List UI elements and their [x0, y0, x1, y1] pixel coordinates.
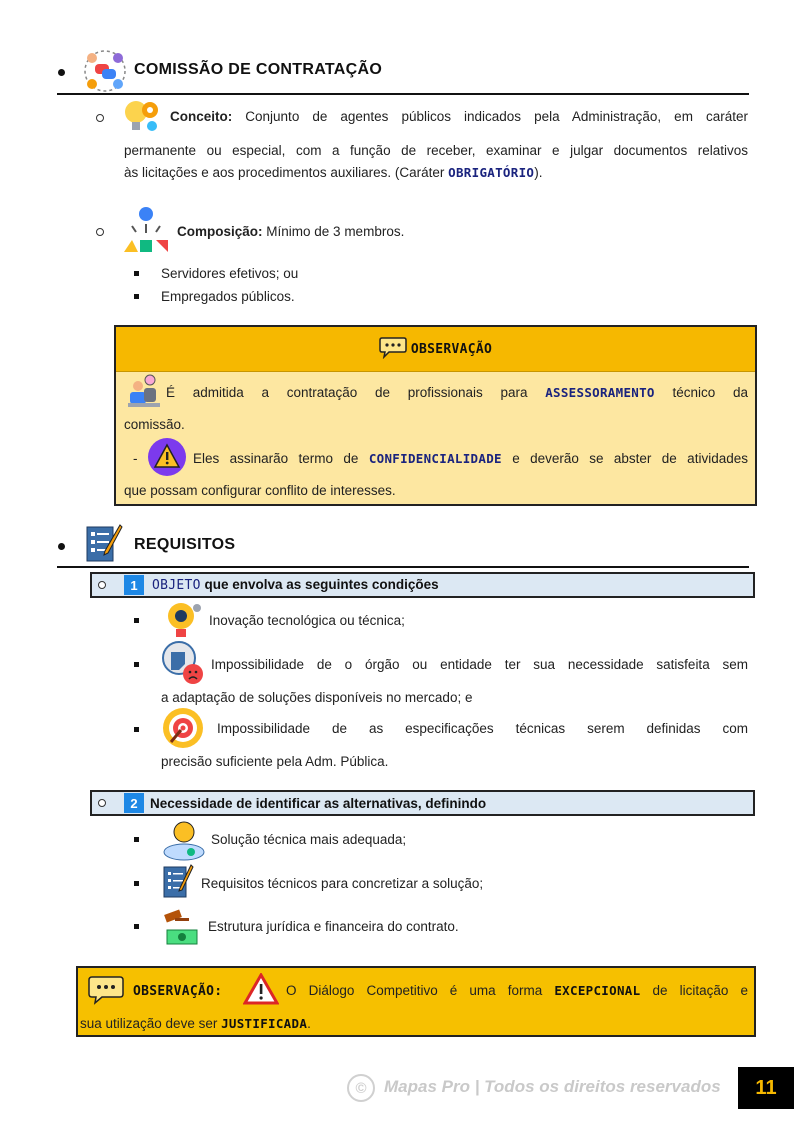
- sub-bullet: [98, 581, 106, 589]
- member-item-2: Empregados públicos.: [161, 289, 295, 304]
- list-bullet: [134, 294, 139, 299]
- speech-bubble-icon: [379, 335, 407, 364]
- composition-line: [177, 221, 404, 243]
- observation-text-b: técnico da: [672, 385, 748, 400]
- observation-box: [114, 325, 757, 506]
- req1-item-3-line1: Impossibilidade de as especificações técnicas serem definidas com: [217, 721, 748, 736]
- composition-label: Composição:: [177, 224, 263, 239]
- checklist-pencil-icon: [162, 864, 194, 900]
- section-title-requisitos: REQUISITOS: [134, 536, 236, 553]
- innovation-bulb-icon: [163, 600, 203, 642]
- observation-2-label: OBSERVAÇÃO:: [133, 984, 223, 999]
- keyword-assessoramento: ASSESSORAMENTO: [545, 385, 655, 400]
- list-bullet: [134, 881, 139, 886]
- gavel-money-icon: [161, 906, 201, 946]
- concept-paragraph: [124, 106, 748, 128]
- req1-item-3-line2: precisão suficiente pela Adm. Pública.: [161, 754, 389, 769]
- keyword-objeto: OBJETO: [152, 578, 201, 593]
- concept-text-line3: [124, 162, 748, 184]
- list-bullet: [134, 837, 139, 842]
- observation-dash: -: [133, 451, 138, 466]
- observation-header: [116, 327, 755, 372]
- section-bullet: [58, 69, 65, 76]
- number-badge-2: 2: [124, 793, 144, 813]
- concept-text-line1: Conjunto de agentes públicos indicados pela Administração, em caráter: [245, 109, 748, 124]
- sub-bullet: [96, 228, 104, 236]
- keyword-justificada: JUSTIFICADA: [221, 1016, 308, 1031]
- warning-triangle-icon: [243, 973, 279, 1005]
- req2-item-3: Estrutura jurídica e financeira do contrato.: [208, 919, 459, 934]
- req1-item-2-line2: a adaptação de soluções disponíveis no mercado; e: [161, 690, 473, 705]
- requirement-bar-2: [90, 790, 755, 816]
- requirement-2-text: Necessidade de identificar as alternativas, definindo: [150, 795, 487, 811]
- composition-text: Mínimo de 3 membros.: [266, 224, 405, 239]
- section-divider: [57, 566, 749, 568]
- observation-text-d: Eles assinarão termo de: [193, 451, 369, 466]
- req1-item-1: Inovação tecnológica ou técnica;: [209, 613, 405, 628]
- concept-label: Conceito:: [170, 109, 233, 124]
- number-badge-1: 1: [124, 575, 144, 595]
- copyright-icon: ©: [347, 1074, 375, 1102]
- target-icon: [161, 706, 205, 750]
- observation-2-line2: [80, 1013, 311, 1035]
- footer-copyright-text: Mapas Pro | Todos os direitos reservados: [384, 1077, 721, 1096]
- list-bullet: [134, 924, 139, 929]
- observation-2-text-d: .: [307, 1016, 311, 1031]
- section-bullet: [58, 543, 65, 550]
- observation-2-text-a: O Diálogo Competitivo é uma forma: [286, 983, 555, 998]
- sub-bullet: [98, 799, 106, 807]
- list-bullet: [134, 662, 139, 667]
- keyword-confidencialidade: CONFIDENCIALIDADE: [368, 451, 502, 466]
- observation-2-text-c: sua utilização deve ser: [80, 1016, 222, 1031]
- list-bullet: [134, 618, 139, 623]
- req1-item-2-line1: Impossibilidade de o órgão ou entidade ter sua necessidade satisfeita sem: [211, 657, 748, 672]
- observation-line3: [193, 448, 748, 470]
- observation-text-a: É admitida a contratação de profissionais para: [166, 385, 546, 400]
- req2-item-1: Solução técnica mais adequada;: [211, 832, 407, 847]
- requirement-bar-1: [90, 572, 755, 598]
- page-number: 11: [738, 1067, 794, 1109]
- speech-bubble-icon: [88, 974, 124, 1006]
- warning-icon: [147, 437, 187, 477]
- keyword-excepcional: EXCEPCIONAL: [554, 983, 641, 998]
- observation-line1: [124, 382, 748, 404]
- observation-2-text-b: de licitação e: [640, 983, 748, 998]
- concept-text-line2: permanente ou especial, com a função de receber, examinar e julgar documentos relativos: [124, 143, 748, 158]
- section-divider: [57, 93, 749, 95]
- list-bullet: [134, 271, 139, 276]
- checklist-pencil-icon: [84, 523, 124, 565]
- solution-bulb-cloud-icon: [161, 818, 207, 862]
- req2-item-2: Requisitos técnicos para concretizar a solução;: [201, 876, 484, 891]
- section-title-comissao: COMISSÃO DE CONTRATAÇÃO: [134, 61, 383, 78]
- thumbs-down-sad-icon: [159, 640, 205, 686]
- keyword-obrigatorio: OBRIGATÓRIO: [448, 165, 535, 180]
- requirement-1-text: [152, 577, 439, 593]
- observation-line2: comissão.: [124, 417, 185, 432]
- list-bullet: [134, 727, 139, 732]
- observation-title: OBSERVAÇÃO: [410, 341, 493, 357]
- concept-text-3b: ).: [534, 165, 543, 180]
- team-meeting-icon: [82, 48, 128, 94]
- observation-2-line1: [286, 980, 748, 1002]
- composition-shapes-icon: [122, 206, 170, 256]
- requirement-1-condition: que envolva as seguintes condições: [200, 577, 439, 592]
- observation-text-e: e deverão se abster de atividades: [512, 451, 748, 466]
- concept-text-3a: às licitações e aos procedimentos auxiliares. (Caráter: [124, 165, 449, 180]
- observation-line4: que possam configurar conflito de interesses.: [124, 483, 396, 498]
- sub-bullet: [96, 114, 104, 122]
- member-item-1: Servidores efetivos; ou: [161, 266, 299, 281]
